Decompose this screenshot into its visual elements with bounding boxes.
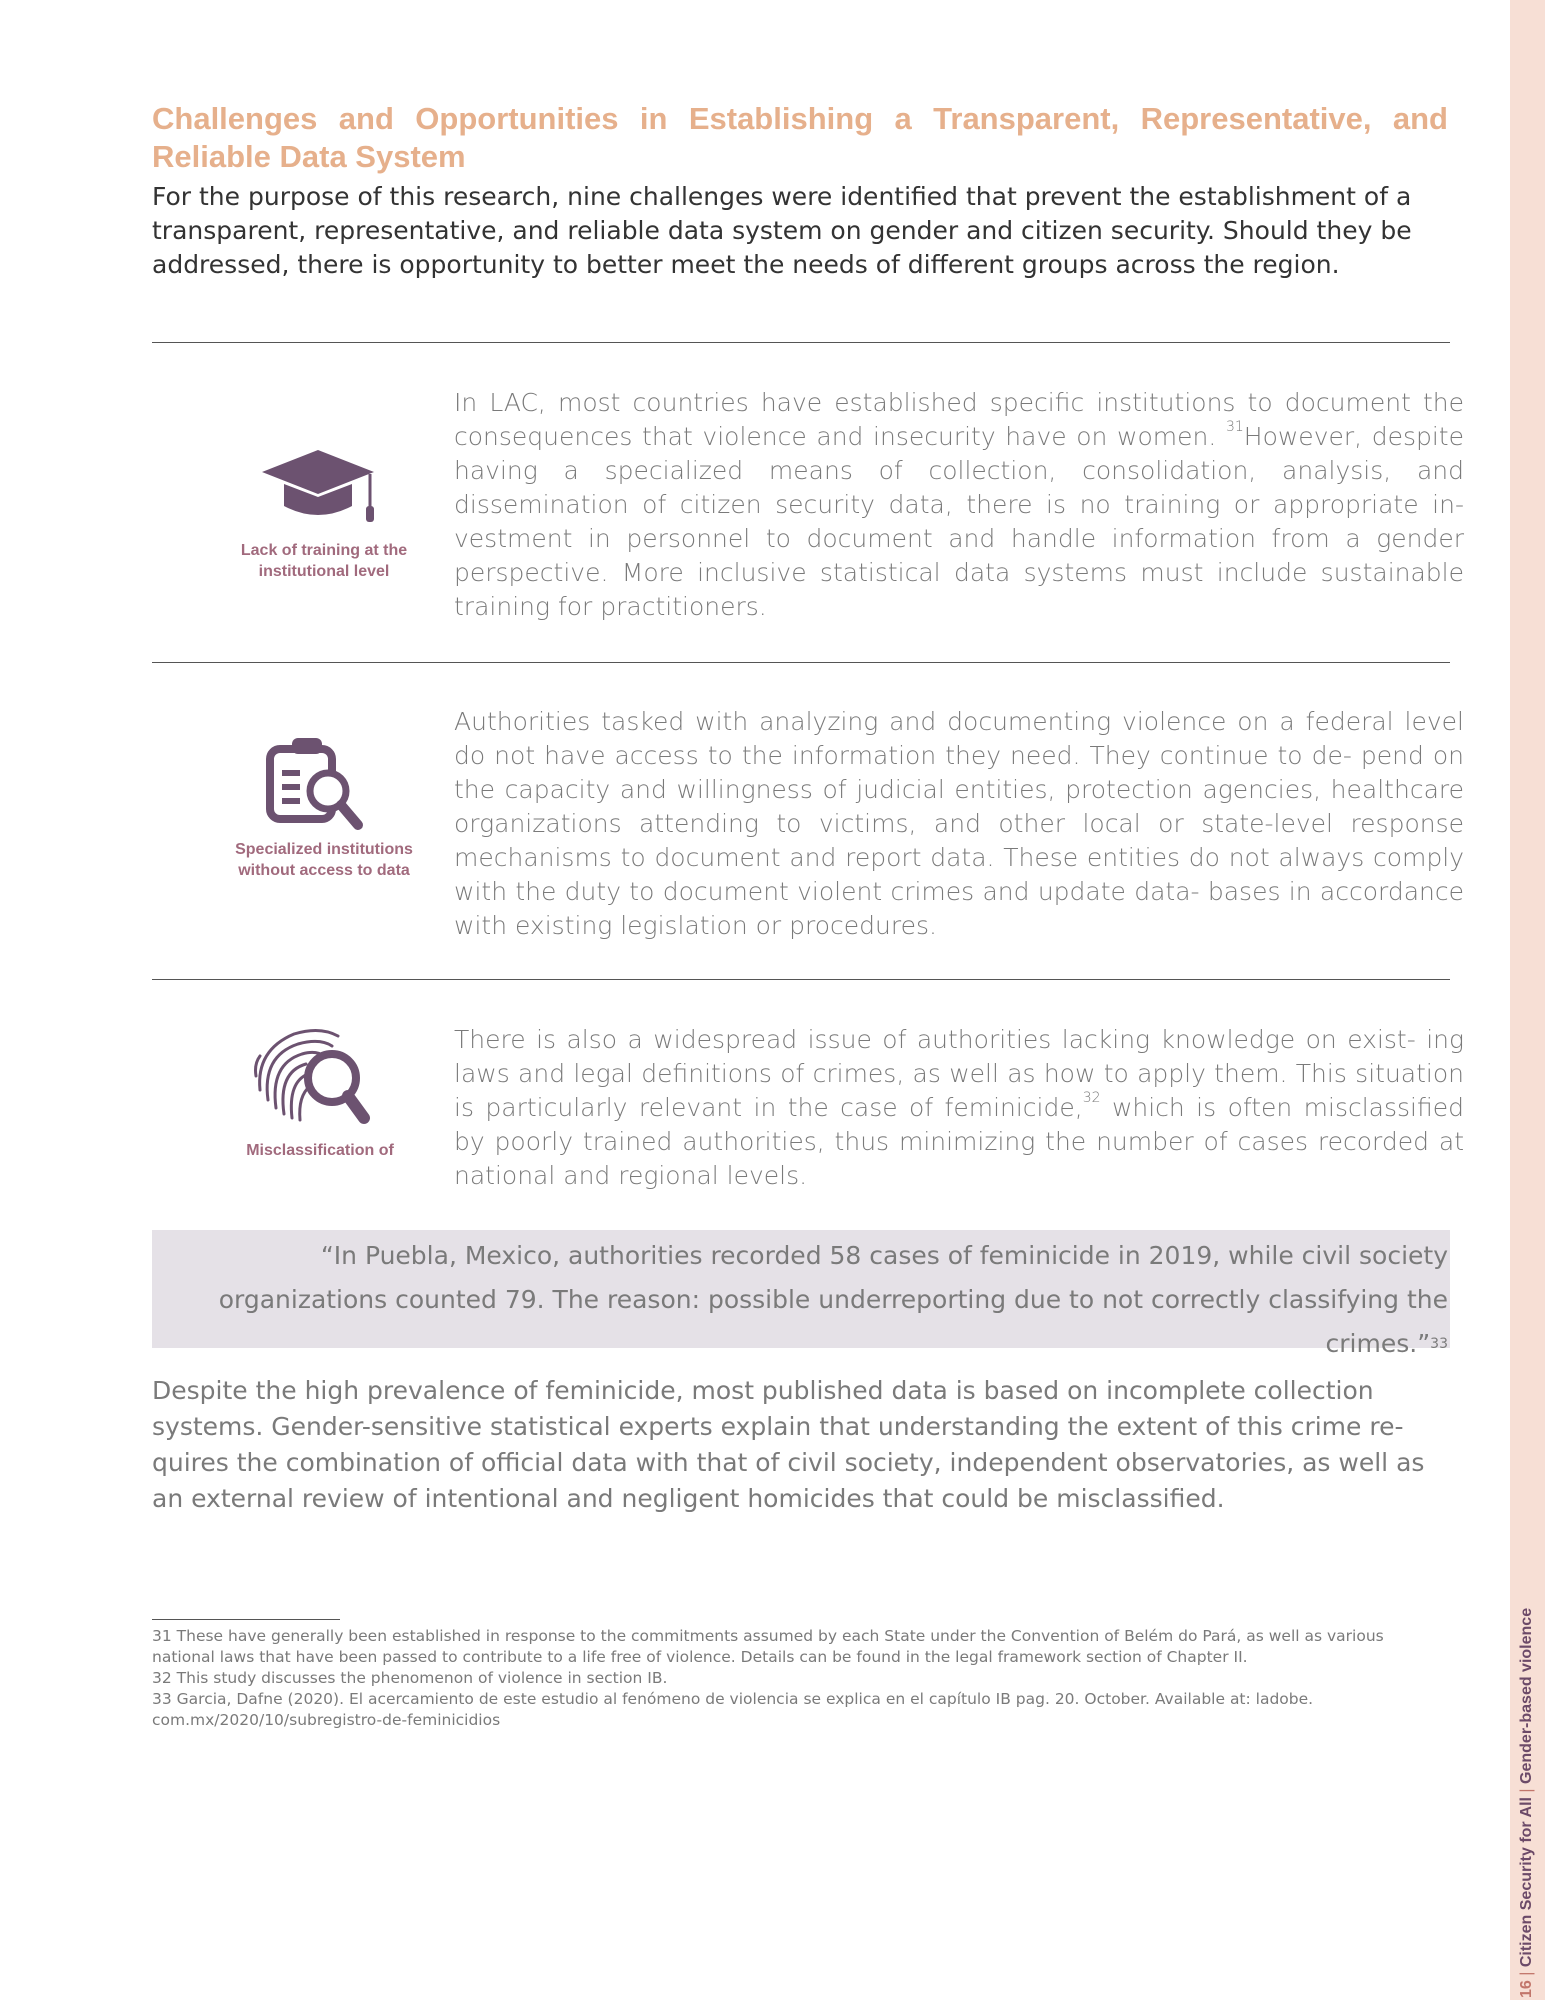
section-divider: [152, 662, 1450, 663]
intro-paragraph: For the purpose of this research, nine challenges were identified that prevent the establishment of a transparent, representative, and reliable data system on gender and citizen security. Should they be addressed, there is opportunity to better meet the needs of different groups across the region.: [152, 182, 1412, 279]
footer-separator-2: |: [1518, 1788, 1535, 1793]
publication-title: Citizen Security for All: [1518, 1797, 1535, 1968]
challenge-text-access: Authorities tasked with analyzing and documenting violence on a federal level do not have access to the information they need. They continue to de- pend on the capacity and willingness of judicial entities, protection agencies, healthcare organizations attending to victims, and other local or state-level response mechanisms to document and report data. These entities do not always comply with the duty to document violent crimes and update data- bases in accordance with existing legislation or procedures.: [454, 707, 1464, 940]
footnote-32: 32 This study discusses the phenomenon of violence in section IB.: [152, 1669, 668, 1687]
footnote-divider: [152, 1619, 340, 1620]
challenge-label-training: Lack of training at the institutional level: [240, 542, 408, 580]
section-divider: [152, 979, 1450, 980]
page-number: 16: [1518, 1980, 1535, 1998]
challenge-text-part: which is often misclassified by poorly trained authorities, thus minimizing the number of cases recorded at national and regional levels.: [454, 1093, 1464, 1190]
challenge-text-misclassification: [454, 1023, 1464, 1193]
footnotes: [152, 1626, 1448, 1731]
footer-separator: |: [1518, 1971, 1535, 1976]
challenge-label-misclassification: Misclassification of: [246, 1142, 394, 1159]
challenge-text-part: In LAC, most countries have established specific institutions to document the consequences that violence and insecurity have on women.: [454, 388, 1464, 451]
running-footer: [1516, 1538, 1538, 1998]
footnote-ref[interactable]: 32: [1082, 1090, 1101, 1106]
footnote-31: 31 These have generally been established in response to the commitments assumed by each State under the Convention of Belém do Pará, as well as various national laws that have been passed to contribute to a life free of violence. Details can be found in the legal framework section of Chapter II.: [152, 1627, 1384, 1666]
footnote-33: 33 Garcia, Dafne (2020). El acercamiento de este estudio al fenómeno de violencia se explica en el capítulo IB pag. 20. October. Available at: ladobe. com.mx/2020/10/subregistro-de-feminicidios: [152, 1690, 1314, 1729]
page-heading: Challenges and Opportunities in Establishing a Transparent, Representative, and Reliable Data System: [152, 101, 1448, 174]
document-search-icon: [262, 733, 374, 833]
challenge-text-part: However, despite having a specialized means of collection, consolidation, analysis, and dissemination of citizen security data, there is no training or appropriate in- vestment in personnel to document and handle information from a gender perspective. More inclusive statistical data systems must include sustainable training for practitioners.: [454, 422, 1464, 621]
pull-quote-text: “In Puebla, Mexico, authorities recorded 58 cases of feminicide in 2019, while civil society organizations counted 79. The reason: possible underreporting due to not correctly classifying the crimes.”: [218, 1241, 1448, 1358]
graduation-cap-icon: [258, 450, 378, 526]
challenge-text-part: There is also a widespread issue of authorities lacking knowledge on exist- ing laws and legal definitions of crimes, as well as how to apply them. This situation is particularly relevant in the case of feminicide,: [454, 1025, 1464, 1122]
challenge-text-training: [454, 386, 1464, 624]
section-title: Gender-based violence: [1518, 1607, 1535, 1784]
footnote-ref[interactable]: 31: [1225, 419, 1244, 435]
footnote-ref[interactable]: 33: [1430, 1336, 1448, 1352]
closing-paragraph: Despite the high prevalence of feminicide, most published data is based on incomplete collection systems. Gender-sensitive statistical experts explain that understanding the extent of this crime re- quires the combination of official data with that of civil society, independent observatories, as well as an external review of intentional and negligent homicides that could be misclassified.: [152, 1376, 1425, 1513]
challenge-label-access: Specialized institutions without access to data: [235, 841, 413, 879]
pull-quote: [200, 1234, 1448, 1366]
fingerprint-search-icon: [250, 1020, 375, 1130]
section-divider: [152, 342, 1450, 343]
